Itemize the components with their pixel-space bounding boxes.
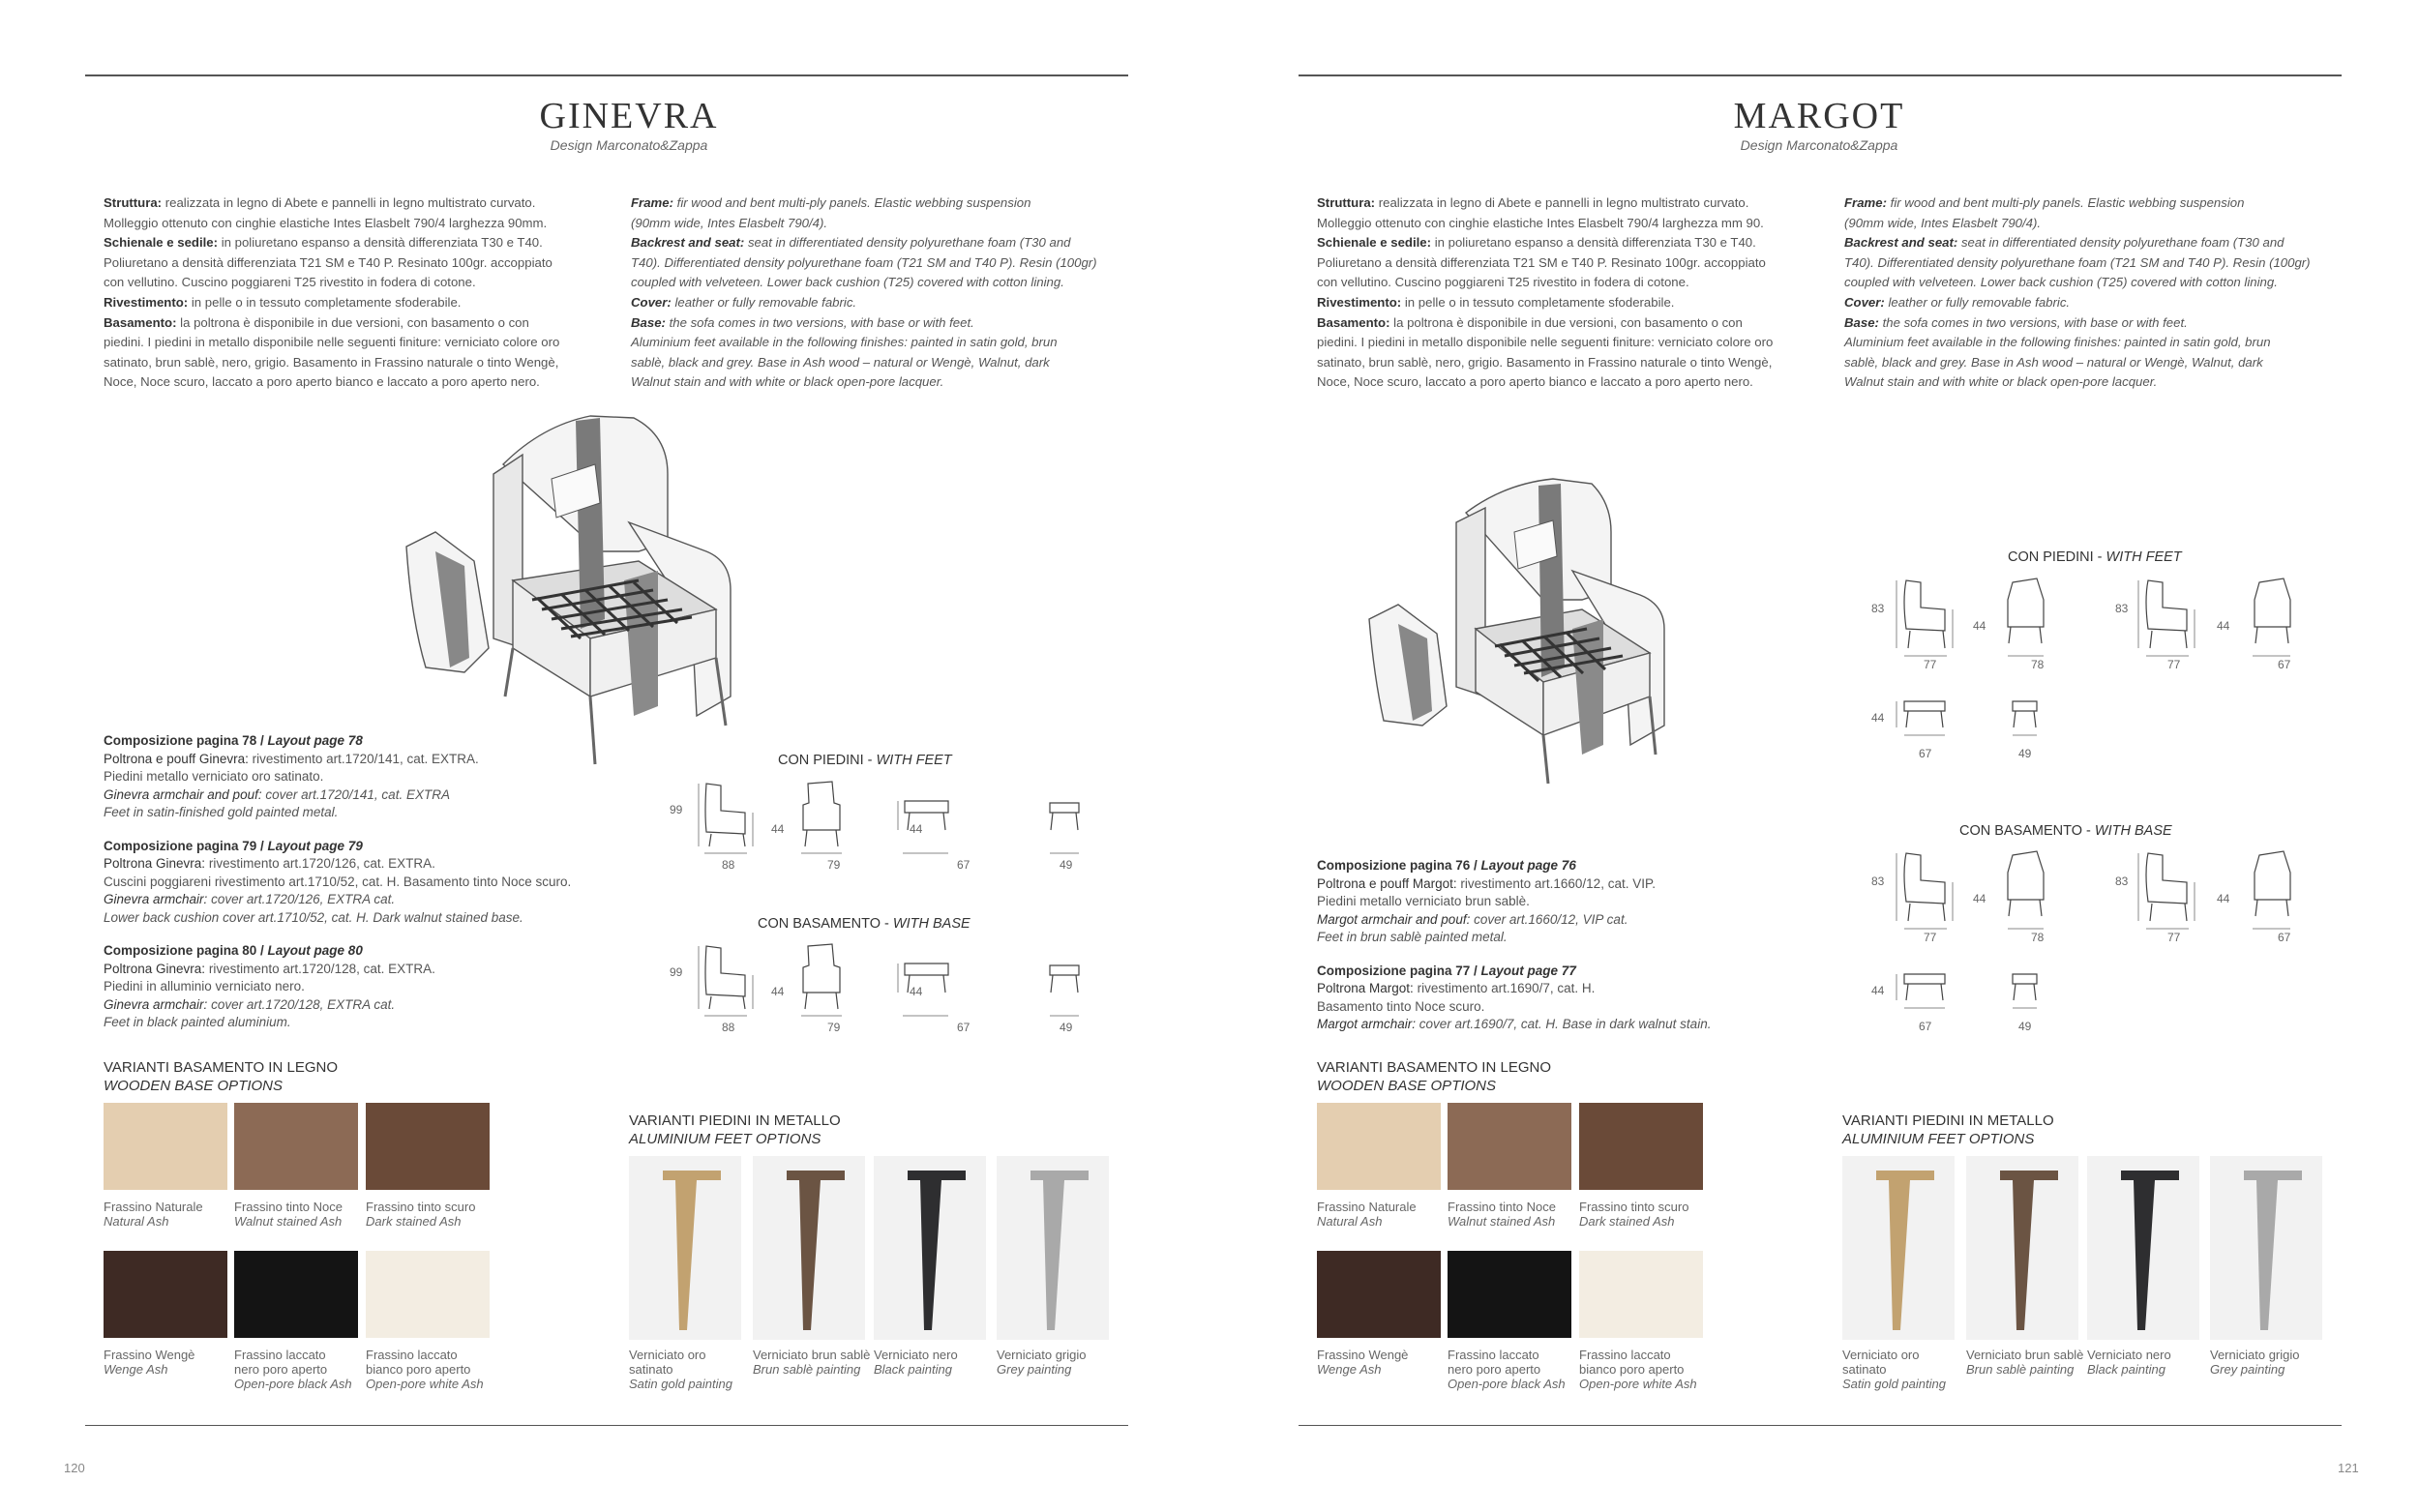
dim-label: 79	[827, 858, 841, 872]
spec-italian-right: Struttura: realizzata in legno di Abete e pannelli in legno multistrato curvato. Molleggio ottenuto con cinghie elastiche Intes Elasbelt 790/4 larghezza mm 90. Schienale e sedile: in poliuretano espanso a densità differenziata T30 e T40. Poliuretano a densità differenziata T21 SM e T40 P. Resinato 100gr. accoppiato con vellutino. Cuscino poggiareni T25 rivestito in fodera di cotone. Rivestimento: in pelle o in tessuto completamente sfoderabile. Basamento: la poltrona è disponibile in due versioni, con basamento o con piedini. I piedini in metallo disponibile nelle seguenti finiture: verniciato colore oro satinato, brun sablè, nero, grigio. Basamento in Frassino naturale o tinto Wengè, Noce, Noce scuro, laccato a poro aperto bianco e laccato a poro aperto nero.	[1317, 195, 1774, 390]
dim-label: 49	[1060, 1021, 1073, 1034]
wood-options-heading-left: VARIANTI BASAMENTO IN LEGNO WOODEN BASE OPTIONS	[104, 1059, 338, 1094]
metal-caption: Verniciato brun sablè Brun sablè painting	[753, 1348, 871, 1377]
metal-caption: Verniciato oro satinato Satin gold painting	[629, 1348, 732, 1391]
wood-caption: Frassino laccato bianco poro aperto Open-pore white Ash	[1579, 1348, 1697, 1391]
bottom-rule-right	[1299, 1425, 2342, 1426]
wood-caption: Frassino Naturale Natural Ash	[1317, 1200, 1417, 1229]
dim-label: 49	[1060, 858, 1073, 872]
wood-swatch-wenge-ash	[1317, 1251, 1441, 1338]
dim-label: 44	[1973, 619, 1986, 633]
with-feet-heading-right: CON PIEDINI - WITH FEET	[2008, 549, 2182, 565]
metal-foot-brun	[1966, 1156, 2078, 1340]
with-base-heading-right: CON BASAMENTO - WITH BASE	[1959, 823, 2172, 839]
dim-label: 49	[2018, 747, 2032, 760]
wood-swatch-natural-ash	[104, 1103, 227, 1190]
dim-label: 77	[1924, 658, 1937, 671]
composition-block: Composizione pagina 78 / Layout page 78 Poltrona e pouff Ginevra: rivestimento art.1720/141, cat. EXTRA. Piedini metallo verniciato oro satinato. Ginevra armchair and pouf: cover art.1720/141, cat. EXTRA Feet in satin-finished gold painted metal.	[104, 733, 479, 819]
dim-label: 67	[1919, 1020, 1932, 1033]
wood-caption: Frassino Wengè Wenge Ash	[1317, 1348, 1409, 1377]
dim-label: 83	[2115, 602, 2129, 615]
page-number-right: 121	[2338, 1461, 2359, 1475]
wood-caption: Frassino Wengè Wenge Ash	[104, 1348, 195, 1377]
top-rule-right	[1299, 74, 2342, 76]
metal-caption: Verniciato brun sablè Brun sablè painting	[1966, 1348, 2084, 1377]
dim-label: 44	[1871, 711, 1885, 725]
dim-label: 78	[2031, 658, 2045, 671]
wood-swatch-white-ash	[1579, 1251, 1703, 1338]
dimension-drawings-with-base-left	[668, 936, 1093, 1033]
metal-caption: Verniciato nero Black painting	[2087, 1348, 2171, 1377]
compositions-left	[104, 732, 645, 1048]
wood-caption: Frassino tinto scuro Dark stained Ash	[366, 1200, 476, 1229]
dim-label: 99	[670, 803, 683, 816]
armchair-exploded-illustration	[397, 406, 803, 774]
metal-foot-gold	[629, 1156, 741, 1340]
dim-label: 79	[827, 1021, 841, 1034]
dim-label: 67	[2278, 658, 2291, 671]
wood-caption: Frassino laccato nero poro aperto Open-pore black Ash	[234, 1348, 352, 1391]
page-title-ginevra: GINEVRA	[539, 96, 719, 136]
dim-label: 83	[2115, 875, 2129, 888]
spec-english-left: Frame: fir wood and bent multi-ply panels. Elastic webbing suspension (90mm wide, Intes Elasbelt 790/4). Backrest and seat: seat in differentiated density polyurethane foam (T30 and T40). Differentiated density polyurethane foam (T21 SM and T40 P). Resin (100gr) coupled with velveteen. Lower back cushion (T25) covered with cotton lining. Cover: leather or fully removable fabric. Base: the sofa comes in two versions, with base or with feet. Aluminium feet available in the following finishes: painted in satin gold, brun sablè, black and grey. Base in Ash wood – natural or Wengè, Walnut, dark Walnut stain and with white or black open-pore lacquer.	[631, 195, 1097, 390]
dim-label: 44	[2217, 892, 2230, 905]
dim-label: 67	[957, 858, 971, 872]
dim-label: 44	[1871, 984, 1885, 997]
metal-caption: Verniciato oro satinato Satin gold painting	[1842, 1348, 1946, 1391]
dim-label: 83	[1871, 602, 1885, 615]
wood-caption: Frassino tinto scuro Dark stained Ash	[1579, 1200, 1689, 1229]
dim-label: 44	[910, 822, 923, 836]
dim-label: 67	[1919, 747, 1932, 760]
wood-swatch-walnut-ash	[234, 1103, 358, 1190]
dim-label: 44	[771, 985, 785, 998]
spec-english-right: Frame: fir wood and bent multi-ply panels. Elastic webbing suspension (90mm wide, Intes Elasbelt 790/4). Backrest and seat: seat in differentiated density polyurethane foam (T30 and T40). Differentiated density polyurethane foam (T21 SM and T40 P). Resin (100gr) coupled with velveteen. Lower back cushion (T25) covered with cotton lining. Cover: leather or fully removable fabric. Base: the sofa comes in two versions, with base or with feet. Aluminium feet available in the following finishes: painted in satin gold, brun sablè, black and grey. Base in Ash wood – natural or Wengè, Walnut, dark Walnut stain and with white or black open-pore lacquer.	[1844, 195, 2311, 390]
with-feet-heading-left: CON PIEDINI - WITH FEET	[778, 753, 952, 768]
dim-label: 88	[722, 858, 735, 872]
composition-block: Composizione pagina 76 / Layout page 76 Poltrona e pouff Margot: rivestimento art.1660/12, cat. VIP. Piedini metallo verniciato brun sablè. Margot armchair and pouf: cover art.1660/12, VIP cat. Feet in brun sablè painted metal.	[1317, 858, 1656, 944]
composition-block: Composizione pagina 77 / Layout page 77 Poltrona Margot: rivestimento art.1690/7, cat. H. Basamento tinto Noce scuro. Margot armchair: cover art.1690/7, cat. H. Base in dark walnut stain.	[1317, 963, 1712, 1031]
dim-label: 49	[2018, 1020, 2032, 1033]
metal-foot-brun	[753, 1156, 865, 1340]
wood-swatch-black-ash	[1448, 1251, 1571, 1338]
wood-caption: Frassino Naturale Natural Ash	[104, 1200, 203, 1229]
dim-label: 44	[1973, 892, 1986, 905]
bottom-rule-left	[85, 1425, 1128, 1426]
metal-foot-gold	[1842, 1156, 1955, 1340]
composition-block: Composizione pagina 79 / Layout page 79 Poltrona Ginevra: rivestimento art.1720/126, cat. EXTRA. Cuscini poggiareni rivestimento art.1710/52, cat. H. Basamento tinto Noce scuro. Ginevra armchair: cover art.1720/126, EXTRA cat. Lower back cushion cover art.1710/52, cat. H. Dark walnut stained base.	[104, 838, 572, 925]
designer-credit-right: Design Marconato&Zappa	[1740, 137, 1898, 153]
dim-label: 44	[2217, 619, 2230, 633]
dim-label: 44	[771, 822, 785, 836]
dim-label: 77	[2167, 658, 2181, 671]
wood-caption: Frassino laccato bianco poro aperto Open-pore white Ash	[366, 1348, 484, 1391]
dim-label: 44	[910, 985, 923, 998]
metal-foot-grey	[997, 1156, 1109, 1340]
compositions-right	[1317, 857, 1859, 1050]
dim-label: 83	[1871, 875, 1885, 888]
wood-swatch-wenge-ash	[104, 1251, 227, 1338]
wood-options-heading-right: VARIANTI BASAMENTO IN LEGNO WOODEN BASE OPTIONS	[1317, 1059, 1551, 1094]
with-base-heading-left: CON BASAMENTO - WITH BASE	[758, 916, 971, 932]
dim-label: 99	[670, 965, 683, 979]
dimension-drawings-with-feet-left	[668, 774, 1093, 871]
armchair-exploded-illustration	[1350, 474, 1717, 793]
dim-label: 67	[957, 1021, 971, 1034]
metal-caption: Verniciato grigio Grey painting	[2210, 1348, 2300, 1377]
wood-swatch-dark-ash	[366, 1103, 490, 1190]
wood-caption: Frassino tinto Noce Walnut stained Ash	[234, 1200, 343, 1229]
wood-caption: Frassino laccato nero poro aperto Open-pore black Ash	[1448, 1348, 1566, 1391]
composition-block: Composizione pagina 80 / Layout page 80 Poltrona Ginevra: rivestimento art.1720/128, cat. EXTRA. Piedini in alluminio verniciato nero. Ginevra armchair: cover art.1720/128, EXTRA cat. Feet in black painted aluminium.	[104, 943, 435, 1029]
designer-credit-left: Design Marconato&Zappa	[550, 137, 708, 153]
metal-caption: Verniciato nero Black painting	[874, 1348, 958, 1377]
dim-label: 88	[722, 1021, 735, 1034]
page-title-margot: MARGOT	[1733, 96, 1905, 136]
wood-swatch-dark-ash	[1579, 1103, 1703, 1190]
metal-foot-black	[874, 1156, 986, 1340]
dim-label: 67	[2278, 931, 2291, 944]
top-rule-left	[85, 74, 1128, 76]
wood-swatch-natural-ash	[1317, 1103, 1441, 1190]
metal-options-heading-right: VARIANTI PIEDINI IN METALLO ALUMINIUM FEET OPTIONS	[1842, 1112, 2054, 1147]
spec-italian-left: Struttura: realizzata in legno di Abete e pannelli in legno multistrato curvato. Molleggio ottenuto con cinghie elastiche Intes Elasbelt 790/4 larghezza 90mm. Schienale e sedile: in poliuretano espanso a densità differenziata T30 e T40. Poliuretano a densità differenziata T21 SM e T40 P. Resinato 100gr. accoppiato con vellutino. Cuscino poggiareni T25 rivestito in fodera di cotone. Rivestimento: in pelle o in tessuto completamente sfoderabile. Basamento: la poltrona è disponibile in due versioni, con basamento o con piedini. I piedini in metallo disponibile nelle seguenti finiture: verniciato colore oro satinato, brun sablè, nero, grigio. Basamento in Frassino naturale o tinto Wengè, Noce, Noce scuro, laccato a poro aperto bianco e laccato a poro aperto nero.	[104, 195, 560, 390]
metal-options-heading-left: VARIANTI PIEDINI IN METALLO ALUMINIUM FEET OPTIONS	[629, 1112, 841, 1147]
wood-caption: Frassino tinto Noce Walnut stained Ash	[1448, 1200, 1556, 1229]
dim-label: 77	[2167, 931, 2181, 944]
metal-foot-grey	[2210, 1156, 2322, 1340]
dim-label: 77	[1924, 931, 1937, 944]
wood-swatch-white-ash	[366, 1251, 490, 1338]
dim-label: 78	[2031, 931, 2045, 944]
wood-swatch-walnut-ash	[1448, 1103, 1571, 1190]
metal-foot-black	[2087, 1156, 2199, 1340]
wood-swatch-black-ash	[234, 1251, 358, 1338]
metal-caption: Verniciato grigio Grey painting	[997, 1348, 1087, 1377]
page-number-left: 120	[64, 1461, 85, 1475]
